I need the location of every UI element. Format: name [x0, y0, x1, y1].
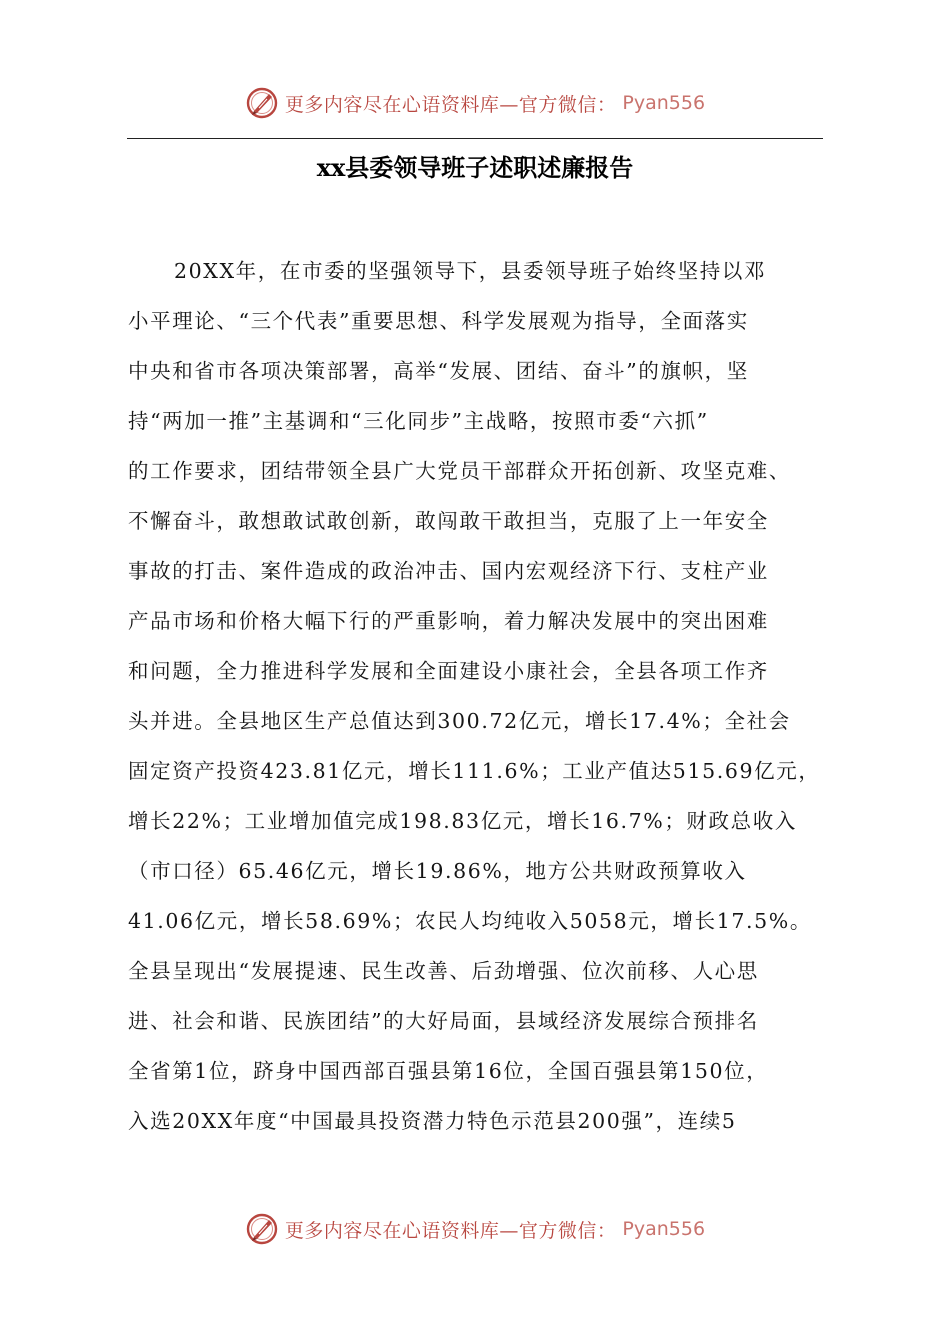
header-watermark — [0, 83, 950, 123]
body-line: 入选20XX年度“中国最具投资潜力特色示范县200强”，连续5 — [128, 1109, 737, 1133]
quill-pen-logo-icon — [245, 86, 279, 120]
body-line: 持“两加一推”主基调和“三化同步”主战略，按照市委“六抓” — [128, 409, 709, 433]
watermark-handle: Pyan556 — [622, 1218, 706, 1240]
body-line: 产品市场和价格大幅下行的严重影响，着力解决发展中的突出困难 — [128, 609, 769, 633]
body-line: 全县呈现出“发展提速、民生改善、后劲增强、位次前移、人心思 — [128, 959, 759, 983]
watermark-text: 更多内容尽在心语资料库—官方微信： — [284, 93, 617, 116]
body-line: 和问题，全力推进科学发展和全面建设小康社会，全县各项工作齐 — [128, 659, 769, 683]
quill-pen-logo-icon — [245, 1212, 279, 1246]
document-title: xx县委领导班子述职述廉报告 — [316, 153, 634, 182]
header-divider — [127, 138, 823, 139]
body-line: 头并进。全县地区生产总值达到300.72亿元，增长17.4%；全社会 — [128, 709, 791, 733]
body-line: 中央和省市各项决策部署，高举“发展、团结、奋斗”的旗帜，坚 — [128, 359, 749, 383]
body-line: 全省第1位，跻身中国西部百强县第16位，全国百强县第150位， — [128, 1059, 769, 1083]
body-line: 41.06亿元，增长58.69%；农民人均纯收入5058元，增长17.5%。 — [128, 909, 812, 933]
body-line: （市口径）65.46亿元，增长19.86%，地方公共财政预算收入 — [128, 859, 747, 883]
watermark-text: 更多内容尽在心语资料库—官方微信： — [284, 1219, 617, 1242]
body-line: 进、社会和谐、民族团结”的大好局面，县域经济发展综合预排名 — [128, 1009, 759, 1033]
watermark-handle: Pyan556 — [622, 92, 706, 114]
body-line: 事故的打击、案件造成的政治冲击、国内宏观经济下行、支柱产业 — [128, 559, 769, 583]
body-line: 小平理论、“三个代表”重要思想、科学发展观为指导，全面落实 — [128, 309, 749, 333]
body-line: 固定资产投资423.81亿元，增长111.6%；工业产值达515.69亿元， — [128, 759, 821, 783]
body-line: 的工作要求，团结带领全县广大党员干部群众开拓创新、攻坚克难、 — [128, 459, 791, 483]
document-body — [128, 252, 848, 1152]
footer-watermark — [0, 1209, 950, 1249]
body-line: 不懈奋斗，敢想敢试敢创新，敢闯敢干敢担当，克服了上一年安全 — [128, 509, 769, 533]
body-line: 增长22%；工业增加值完成198.83亿元，增长16.7%；财政总收入 — [128, 809, 797, 833]
body-line: 20XX年，在市委的坚强领导下，县委领导班子始终坚持以邓 — [174, 259, 767, 283]
